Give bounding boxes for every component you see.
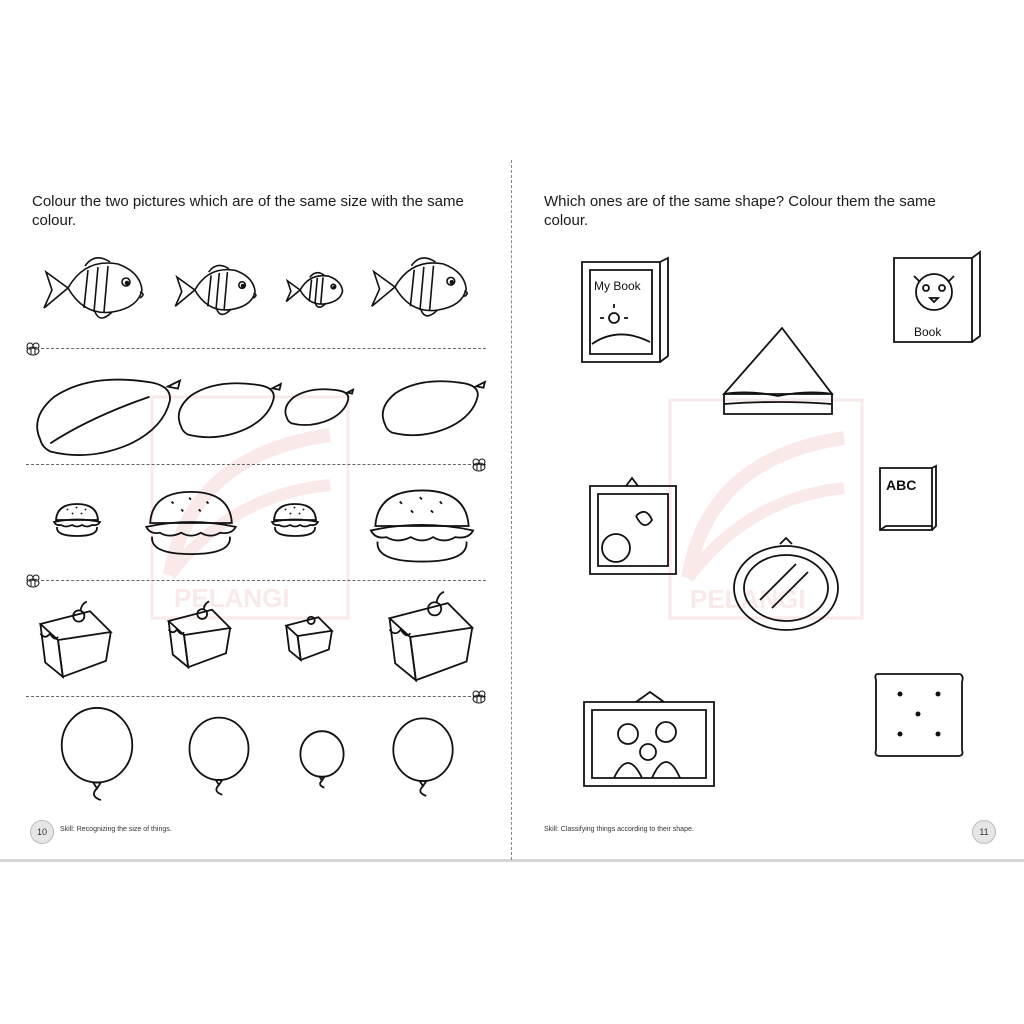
family-photo-icon[interactable] (580, 688, 720, 792)
lion-book-icon[interactable] (890, 250, 984, 346)
cracker-icon[interactable] (870, 668, 968, 762)
mirror-icon[interactable] (730, 538, 842, 634)
skill-text-left: Skill: Recognizing the size of things. (60, 826, 172, 833)
papaya-icon[interactable] (372, 379, 492, 437)
burger-icon[interactable] (270, 502, 320, 538)
watermark-right-text: PELANGI (690, 584, 806, 614)
bee-icon (470, 458, 488, 472)
papaya-icon[interactable] (30, 376, 182, 458)
bee-icon (470, 690, 488, 704)
fish-icon[interactable] (284, 264, 346, 316)
burger-icon[interactable] (142, 488, 240, 558)
balloon-icon[interactable] (296, 730, 348, 790)
skill-text-right: Skill: Classifying things according to their shape. (544, 826, 694, 833)
abc-book-label: ABC (886, 477, 917, 493)
picture-frame-icon[interactable] (586, 476, 680, 578)
papaya-icon[interactable] (282, 387, 354, 427)
center-divider (511, 160, 512, 860)
book-icon[interactable] (578, 256, 672, 366)
right-instruction: Which ones are of the same shape? Colour them the same colour. (544, 193, 936, 229)
row-separator (26, 464, 486, 465)
balloon-icon[interactable] (56, 706, 138, 804)
row-separator (26, 696, 486, 697)
page-number-left: 10 (30, 820, 54, 844)
cake-icon[interactable] (158, 600, 238, 670)
page-number-right: 11 (972, 820, 996, 844)
left-instruction: Colour the two pictures which are of the same size with the same colour. (32, 193, 464, 229)
bee-icon (24, 574, 42, 588)
cake-icon[interactable] (382, 588, 476, 686)
watermark-left-text: PELANGI (174, 583, 290, 613)
cake-icon[interactable] (34, 600, 114, 680)
burger-icon[interactable] (52, 502, 102, 538)
page-bottom-edge (0, 859, 1024, 862)
lion-book-label: Book (914, 325, 942, 339)
sandwich-icon[interactable] (718, 324, 836, 420)
papaya-icon[interactable] (166, 381, 290, 439)
balloon-icon[interactable] (186, 716, 252, 798)
my-book-label: My Book (594, 279, 641, 293)
fish-icon[interactable] (40, 250, 148, 326)
row-separator (26, 348, 486, 349)
abc-book-icon[interactable] (876, 464, 938, 534)
balloon-icon[interactable] (390, 716, 456, 800)
cake-icon[interactable] (282, 610, 334, 662)
burger-icon[interactable] (362, 486, 482, 566)
fish-icon[interactable] (368, 250, 472, 324)
bee-icon (24, 342, 42, 356)
row-separator (26, 580, 486, 581)
fish-icon[interactable] (172, 258, 260, 322)
